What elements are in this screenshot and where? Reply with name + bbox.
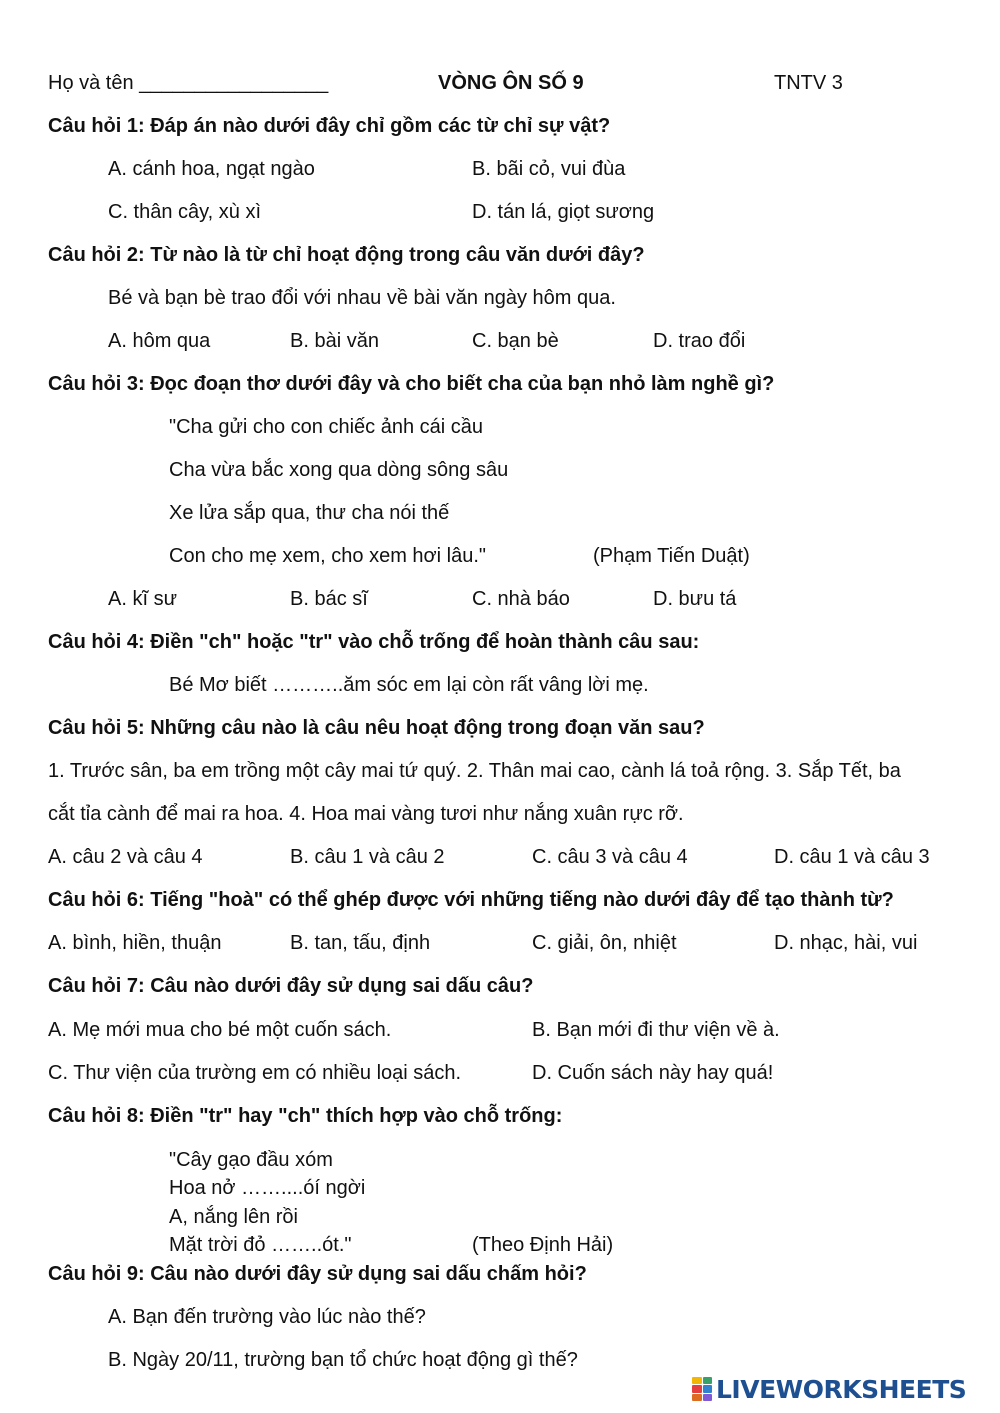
q3-option-b[interactable]: B. bác sĩ: [290, 588, 368, 610]
q7-option-b[interactable]: B. Bạn mới đi thư viện về à.: [532, 1019, 780, 1041]
q8-author: (Theo Định Hải): [472, 1234, 614, 1256]
liveworksheets-watermark: [692, 1374, 990, 1404]
q2-option-a[interactable]: A. hôm qua: [108, 330, 211, 352]
logo-tile: [703, 1385, 713, 1392]
q5-option-d[interactable]: D. câu 1 và câu 3: [774, 846, 930, 868]
q9-option-a[interactable]: A. Bạn đến trường vào lúc nào thế?: [108, 1306, 426, 1328]
q6-option-d[interactable]: D. nhạc, hài, vui: [774, 932, 918, 954]
q2-sentence: Bé và bạn bè trao đổi với nhau về bài văn ngày hôm qua.: [108, 287, 616, 309]
q2-option-d[interactable]: D. trao đổi: [653, 330, 746, 352]
q1-option-a[interactable]: A. cánh hoa, ngạt ngào: [108, 158, 315, 180]
question-6: Câu hỏi 6: Tiếng "hoà" có thể ghép được với những tiếng nào dưới đây để tạo thành từ?: [48, 889, 894, 911]
q3-option-a[interactable]: A. kĩ sư: [108, 588, 177, 610]
q3-poem-line-2: Cha vừa bắc xong qua dòng sông sâu: [169, 459, 509, 481]
worksheet-title: VÒNG ÔN SỐ 9: [438, 72, 584, 94]
question-9: Câu hỏi 9: Câu nào dưới đây sử dụng sai dấu chấm hỏi?: [48, 1263, 587, 1285]
q5-passage-line-1: 1. Trước sân, ba em trồng một cây mai tứ quý. 2. Thân mai cao, cành lá toả rộng. 3. Sắp Tết, ba: [48, 760, 901, 782]
logo-tile: [692, 1377, 702, 1384]
q3-author: (Phạm Tiến Duật): [593, 545, 750, 567]
q3-poem-line-1: "Cha gửi cho con chiếc ảnh cái cầu: [169, 416, 484, 438]
question-1: Câu hỏi 1: Đáp án nào dưới đây chỉ gồm các từ chỉ sự vật?: [48, 115, 611, 137]
q3-poem-line-4: Con cho mẹ xem, cho xem hơi lâu.": [169, 545, 487, 567]
q9-option-b[interactable]: B. Ngày 20/11, trường bạn tổ chức hoạt động gì thế?: [108, 1349, 578, 1371]
q5-option-a[interactable]: A. câu 2 và câu 4: [48, 846, 203, 868]
logo-tile: [692, 1394, 702, 1401]
q8-poem-line-1: "Cây gạo đầu xóm: [169, 1149, 333, 1171]
question-3: Câu hỏi 3: Đọc đoạn thơ dưới đây và cho biết cha của bạn nhỏ làm nghề gì?: [48, 373, 775, 395]
q7-option-c[interactable]: C. Thư viện của trường em có nhiều loại sách.: [48, 1062, 462, 1084]
q1-option-d[interactable]: D. tán lá, giọt sương: [472, 201, 655, 223]
question-5: Câu hỏi 5: Những câu nào là câu nêu hoạt động trong đoạn văn sau?: [48, 717, 705, 739]
subject-label: TNTV 3: [774, 72, 843, 94]
q6-option-a[interactable]: A. bình, hiền, thuận: [48, 932, 222, 954]
question-2: Câu hỏi 2: Từ nào là từ chỉ hoạt động trong câu văn dưới đây?: [48, 244, 645, 266]
q1-option-b[interactable]: B. bãi cỏ, vui đùa: [472, 158, 626, 180]
liveworksheets-text: LIVEWORKSHEETS: [716, 1374, 967, 1404]
q6-option-b[interactable]: B. tan, tấu, định: [290, 932, 431, 954]
logo-tile: [692, 1385, 702, 1392]
logo-tile: [703, 1377, 713, 1384]
q7-option-a[interactable]: A. Mẹ mới mua cho bé một cuốn sách.: [48, 1019, 392, 1041]
q8-poem-line-3: A, nắng lên rồi: [169, 1206, 298, 1228]
q2-option-b[interactable]: B. bài văn: [290, 330, 379, 352]
question-4: Câu hỏi 4: Điền "ch" hoặc "tr" vào chỗ trống để hoàn thành câu sau:: [48, 631, 700, 653]
q5-passage-line-2: cắt tỉa cành để mai ra hoa. 4. Hoa mai vàng tươi như nắng xuân rực rỡ.: [48, 803, 684, 825]
q2-option-c[interactable]: C. bạn bè: [472, 330, 559, 352]
name-field-label: Họ và tên _________________: [48, 72, 329, 94]
q5-option-b[interactable]: B. câu 1 và câu 2: [290, 846, 445, 868]
question-7: Câu hỏi 7: Câu nào dưới đây sử dụng sai dấu câu?: [48, 975, 534, 997]
q6-option-c[interactable]: C. giải, ôn, nhiệt: [532, 932, 677, 954]
q8-poem-line-2[interactable]: Hoa nở ……....óí ngời: [169, 1177, 366, 1199]
logo-tile: [703, 1394, 713, 1401]
q3-option-d[interactable]: D. bưu tá: [653, 588, 737, 610]
q8-poem-line-4[interactable]: Mặt trời đỏ ……..ót.": [169, 1234, 352, 1256]
liveworksheets-logo-icon: [692, 1377, 712, 1401]
q7-option-d[interactable]: D. Cuốn sách này hay quá!: [532, 1062, 774, 1084]
q3-option-c[interactable]: C. nhà báo: [472, 588, 570, 610]
question-8: Câu hỏi 8: Điền "tr" hay "ch" thích hợp vào chỗ trống:: [48, 1105, 563, 1127]
q1-option-c[interactable]: C. thân cây, xù xì: [108, 201, 262, 223]
q5-option-c[interactable]: C. câu 3 và câu 4: [532, 846, 688, 868]
q4-sentence[interactable]: Bé Mơ biết ………..ăm sóc em lại còn rất vâng lời mẹ.: [169, 674, 649, 696]
q3-poem-line-3: Xe lửa sắp qua, thư cha nói thế: [169, 502, 450, 524]
